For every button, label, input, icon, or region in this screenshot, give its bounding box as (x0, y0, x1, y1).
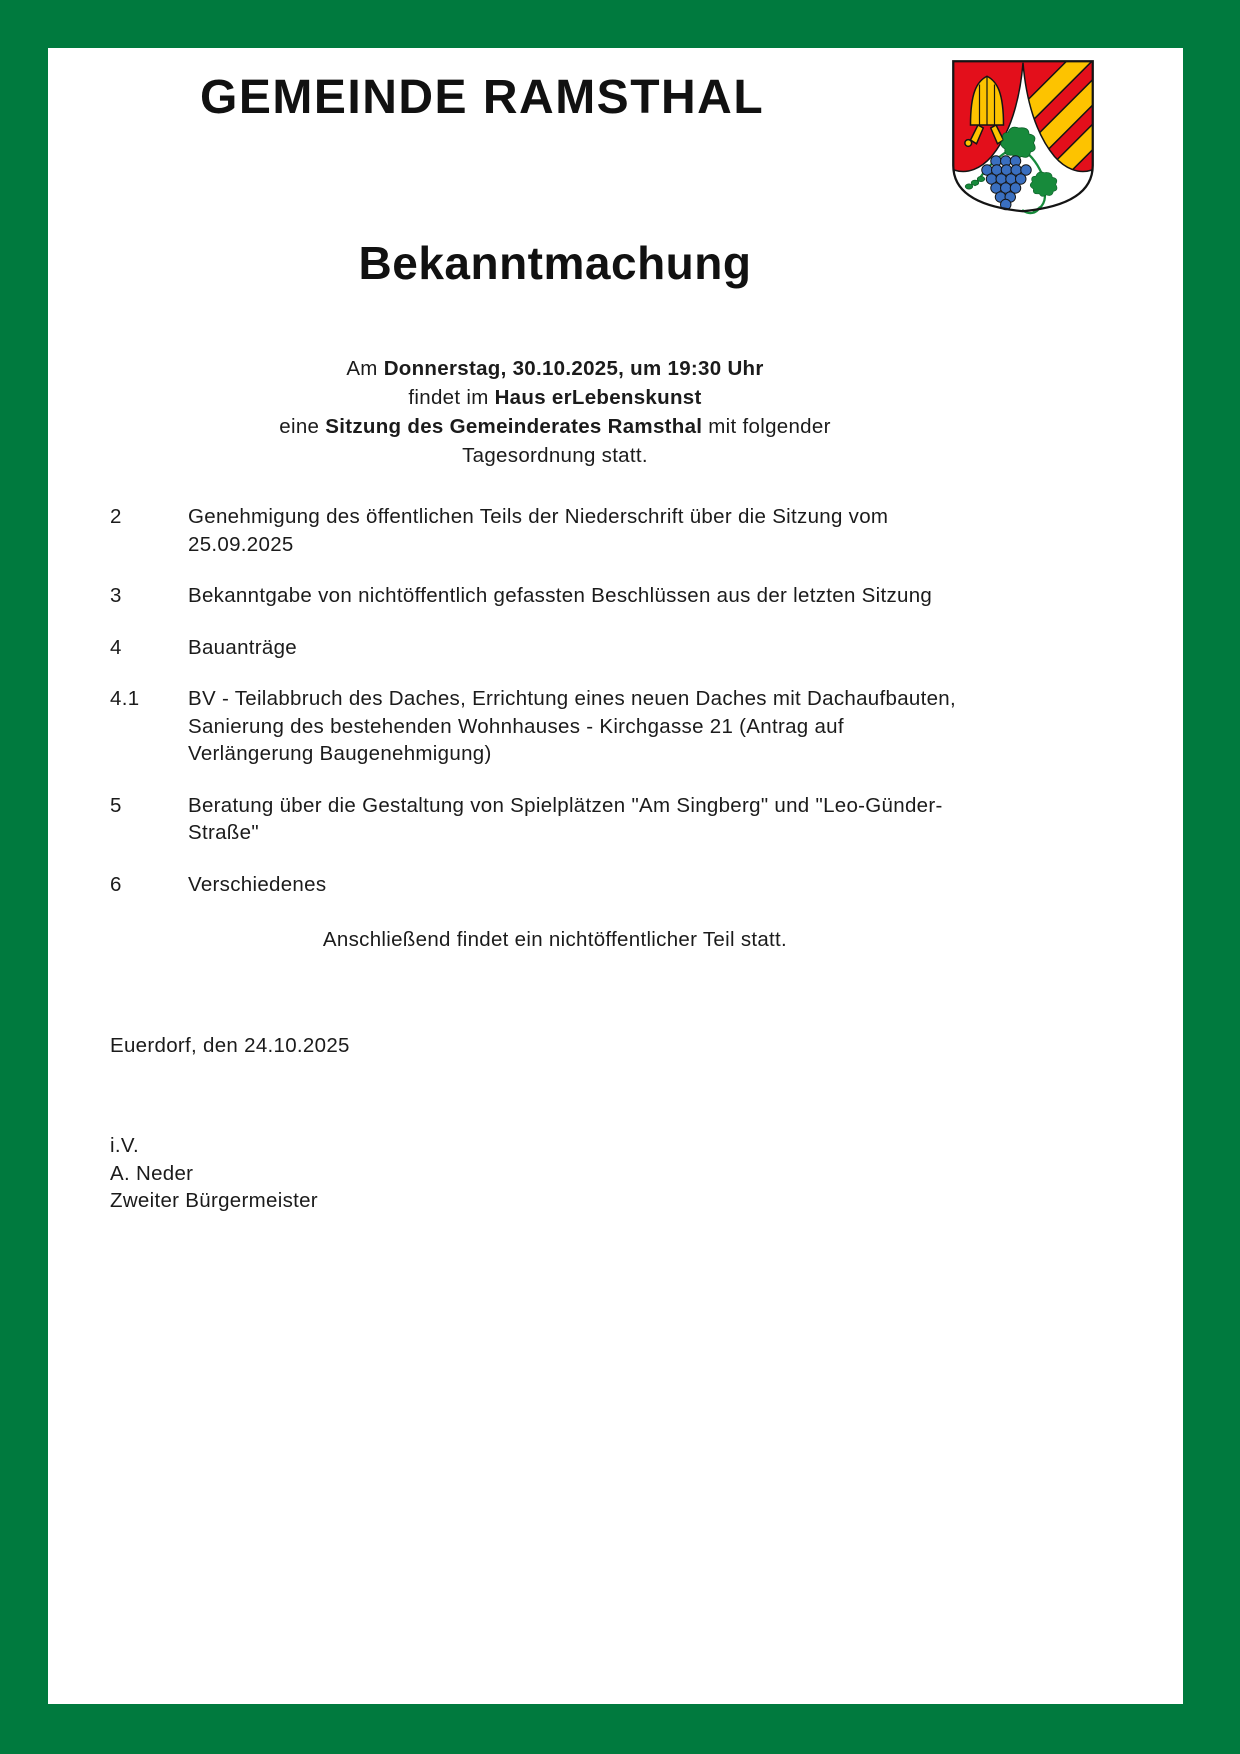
signature-line: i.V. (110, 1134, 139, 1157)
agenda-item (110, 685, 1006, 768)
agenda-item-number: 6 (110, 872, 122, 896)
intro-line: eine Sitzung des Gemeinderates Ramsthal mit folgender (279, 415, 831, 438)
agenda-item (110, 871, 1006, 899)
agenda-item (110, 503, 1006, 558)
agenda-item-text: Genehmigung des öffentlichen Teils der Niederschrift über die Sitzung vom 25.09.2025 (188, 505, 889, 556)
agenda-item-number: 3 (110, 584, 122, 607)
agenda-item (110, 792, 1006, 847)
document-content (48, 48, 1183, 1704)
ramsthal-coat-of-arms-icon (948, 56, 1098, 215)
announcement-intro (110, 354, 1000, 470)
agenda-item-text: Beratung über die Gestaltung von Spielplätzen "Am Singberg" und "Leo-Günder- Straße" (188, 793, 943, 844)
closing-note: Anschließend findet ein nichtöffentlicher Teil statt. (322, 928, 788, 951)
place-date: Euerdorf, den 24.10.2025 (110, 1034, 350, 1057)
municipality-title: GEMEINDE RAMSTHAL (200, 71, 765, 124)
agenda-item (110, 582, 1006, 610)
signature-line: A. Neder (110, 1161, 194, 1185)
agenda-item (110, 634, 1006, 662)
agenda-item-text: BV - Teilabbruch des Daches, Errichtung eines neuen Daches mit Dachaufbauten, Sanierung des bestehenden Wohnhauses - Kirchgasse 21 (Antrag auf Verlängerung Baugenehmigung) (188, 687, 956, 765)
announcement-title: Bekanntmachung (358, 237, 752, 289)
intro-line: findet im Haus erLebenskunst (408, 386, 702, 409)
agenda-list (110, 503, 1006, 922)
agenda-item-number: 2 (110, 505, 122, 528)
agenda-item-text: Verschiedenes (188, 872, 327, 896)
intro-line: Tagesordnung statt. (462, 444, 648, 467)
agenda-item-text: Bauanträge (188, 635, 298, 659)
agenda-item-text: Bekanntgabe von nichtöffentlich gefassten Beschlüssen aus der letzten Sitzung (188, 584, 933, 607)
agenda-item-number: 4.1 (110, 687, 140, 710)
signature-line: Zweiter Bürgermeister (110, 1189, 318, 1212)
intro-line: Am Donnerstag, 30.10.2025, um 19:30 Uhr (346, 357, 764, 380)
agenda-item-number: 5 (110, 793, 122, 817)
signature-block (110, 1132, 318, 1215)
agenda-item-number: 4 (110, 635, 122, 659)
